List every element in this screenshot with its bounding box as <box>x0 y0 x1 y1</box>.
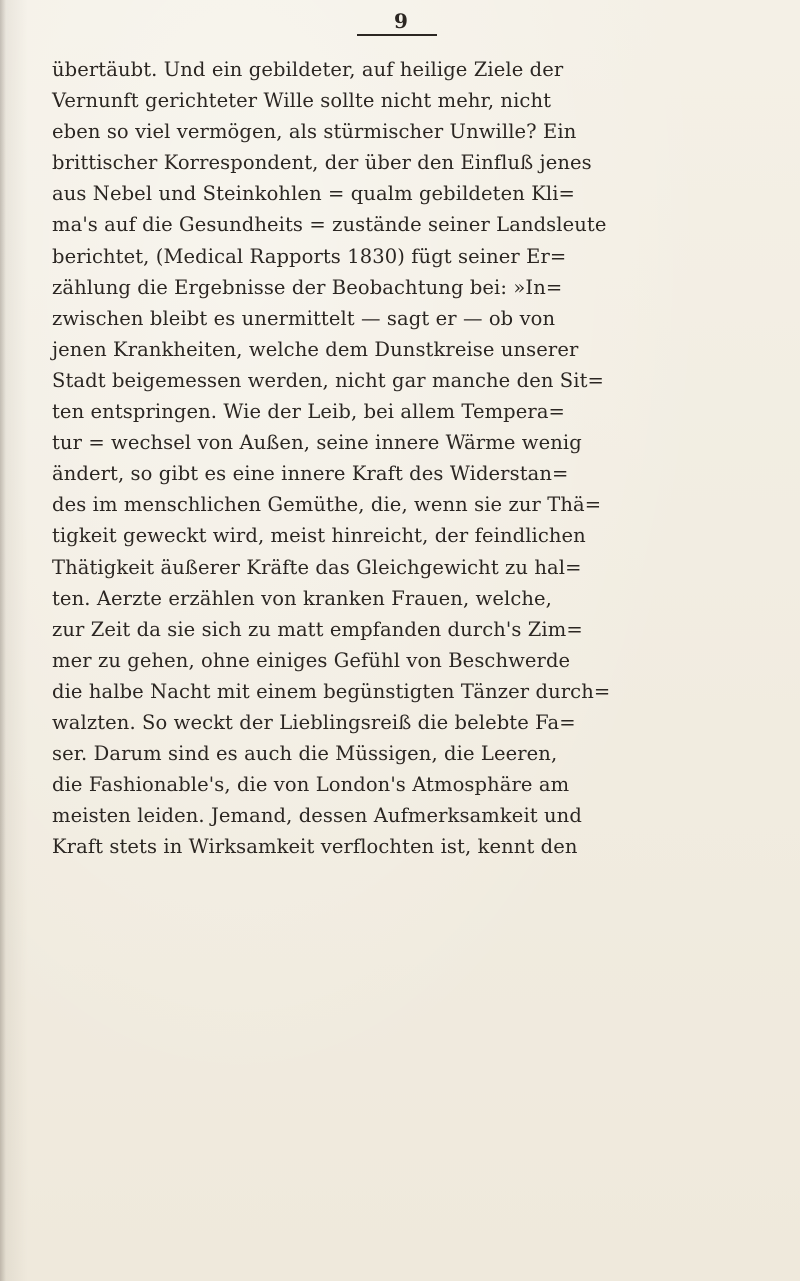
text-line: walzten. So weckt der Lieblingsreiß die belebte Fa= <box>52 710 576 734</box>
text-line: Vernunft gerichteter Wille sollte nicht mehr, nicht <box>52 89 552 113</box>
text-line: übertäubt. Und ein gebildeter, auf heilige Ziele der <box>52 58 564 81</box>
text-line: zählung die Ergebnisse der Beobachtung bei: »In= <box>52 275 563 299</box>
text-line: jenen Krankheiten, welche dem Dunstkreise unserer <box>52 337 579 361</box>
text-line: meisten leiden. Jemand, dessen Aufmerksamkeit und <box>52 804 582 828</box>
text-line: des im menschlichen Gemüthe, die, wenn sie zur Thä= <box>52 493 602 517</box>
text-line: berichtet, (Medical Rapports 1830) fügt seiner Er= <box>52 244 567 268</box>
page-left-edge <box>0 0 6 1281</box>
text-line: ten entspringen. Wie der Leib, bei allem Tempera= <box>52 400 565 424</box>
text-line: die halbe Nacht mit einem begünstigten Tänzer durch= <box>52 679 611 703</box>
text-line: Kraft stets in Wirksamkeit verflochten ist, kennt den <box>52 835 578 859</box>
text-line: zwischen bleibt es unermittelt — sagt er — ob von <box>52 306 556 330</box>
page-number: 9 <box>394 9 408 33</box>
text-line: brittischer Korrespondent, der über den Einfluß jenes <box>52 151 592 175</box>
text-line: eben so viel vermögen, als stürmischer Unwille? Ein <box>52 120 577 144</box>
text-line: Stadt beigemessen werden, nicht gar manche den Sit= <box>52 368 604 392</box>
text-line: tur = wechsel von Außen, seine innere Wärme wenig <box>52 431 582 455</box>
text-line: ser. Darum sind es auch die Müssigen, die Leeren, <box>52 742 558 766</box>
text-line: ändert, so gibt es eine innere Kraft des Widerstan= <box>52 462 569 486</box>
text-line: aus Nebel und Steinkohlen = qualm gebildeten Kli= <box>52 182 575 206</box>
text-line: mer zu gehen, ohne einiges Gefühl von Beschwerde <box>52 648 571 672</box>
header-rule <box>357 34 437 36</box>
text-line: tigkeit geweckt wird, meist hinreicht, der feindlichen <box>52 524 586 548</box>
text-line: zur Zeit da sie sich zu matt empfanden durch's Zim= <box>52 617 583 641</box>
text-line: ten. Aerzte erzählen von kranken Frauen, welche, <box>52 586 552 610</box>
text-line: ma's auf die Gesundheits = zustände seiner Landsleute <box>52 213 607 237</box>
text-line: die Fashionable's, die von London's Atmosphäre am <box>52 773 570 797</box>
body-text <box>52 54 797 862</box>
text-line: Thätigkeit äußerer Kräfte das Gleichgewicht zu hal= <box>52 555 582 579</box>
